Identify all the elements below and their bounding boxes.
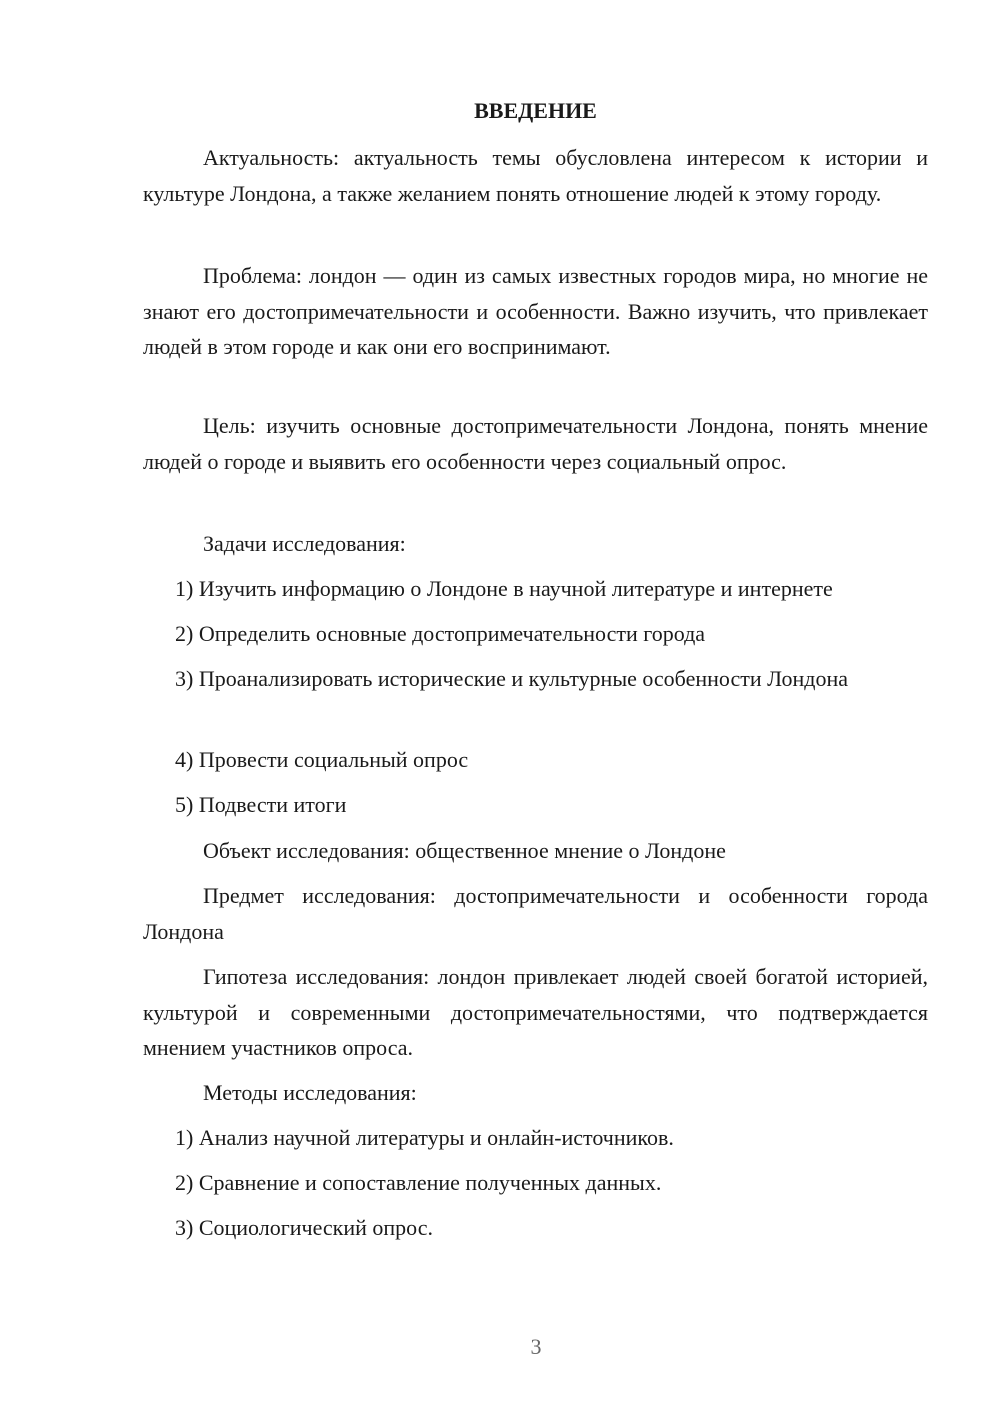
method-item-3: 3) Социологический опрос.: [175, 1215, 433, 1240]
goal-paragraph: Цель: изучить основные достопримечательности Лондона, понять мнение людей о городе и выявить его особенности через социальный опрос.: [143, 413, 928, 474]
task-item-4: 4) Провести социальный опрос: [175, 747, 469, 772]
task-item-1: 1) Изучить информацию о Лондоне в научной литературе и интернете: [175, 576, 833, 601]
page-number: 3: [530, 1334, 542, 1359]
hypothesis-paragraph: Гипотеза исследования: лондон привлекает людей своей богатой историей, культурой и современными достопримечательностями, что подтверждается мнением участников опроса.: [143, 964, 928, 1060]
task-item-2: 2) Определить основные достопримечательности города: [175, 621, 706, 646]
task-item-3: 3) Проанализировать исторические и культурные особенности Лондона: [175, 666, 848, 691]
problem-paragraph: Проблема: лондон — один из самых известных городов мира, но многие не знают его достопримечательности и особенности. Важно изучить, что привлекает людей в этом городе и как они его воспринимают.: [143, 263, 928, 359]
page-title: ВВЕДЕНИЕ: [474, 98, 597, 123]
subject-paragraph: Предмет исследования: достопримечательности и особенности города Лондона: [143, 883, 928, 944]
task-item-5: 5) Подвести итоги: [175, 792, 347, 817]
tasks-heading: Задачи исследования:: [203, 531, 406, 556]
object-paragraph: Объект исследования: общественное мнение о Лондоне: [203, 838, 726, 863]
method-item-2: 2) Сравнение и сопоставление полученных данных.: [175, 1170, 662, 1195]
methods-heading: Методы исследования:: [203, 1080, 417, 1105]
relevance-paragraph: Актуальность: актуальность темы обусловлена интересом к истории и культуре Лондона, а также желанием понять отношение людей к этому городу.: [143, 145, 928, 206]
method-item-1: 1) Анализ научной литературы и онлайн-источников.: [175, 1125, 674, 1150]
